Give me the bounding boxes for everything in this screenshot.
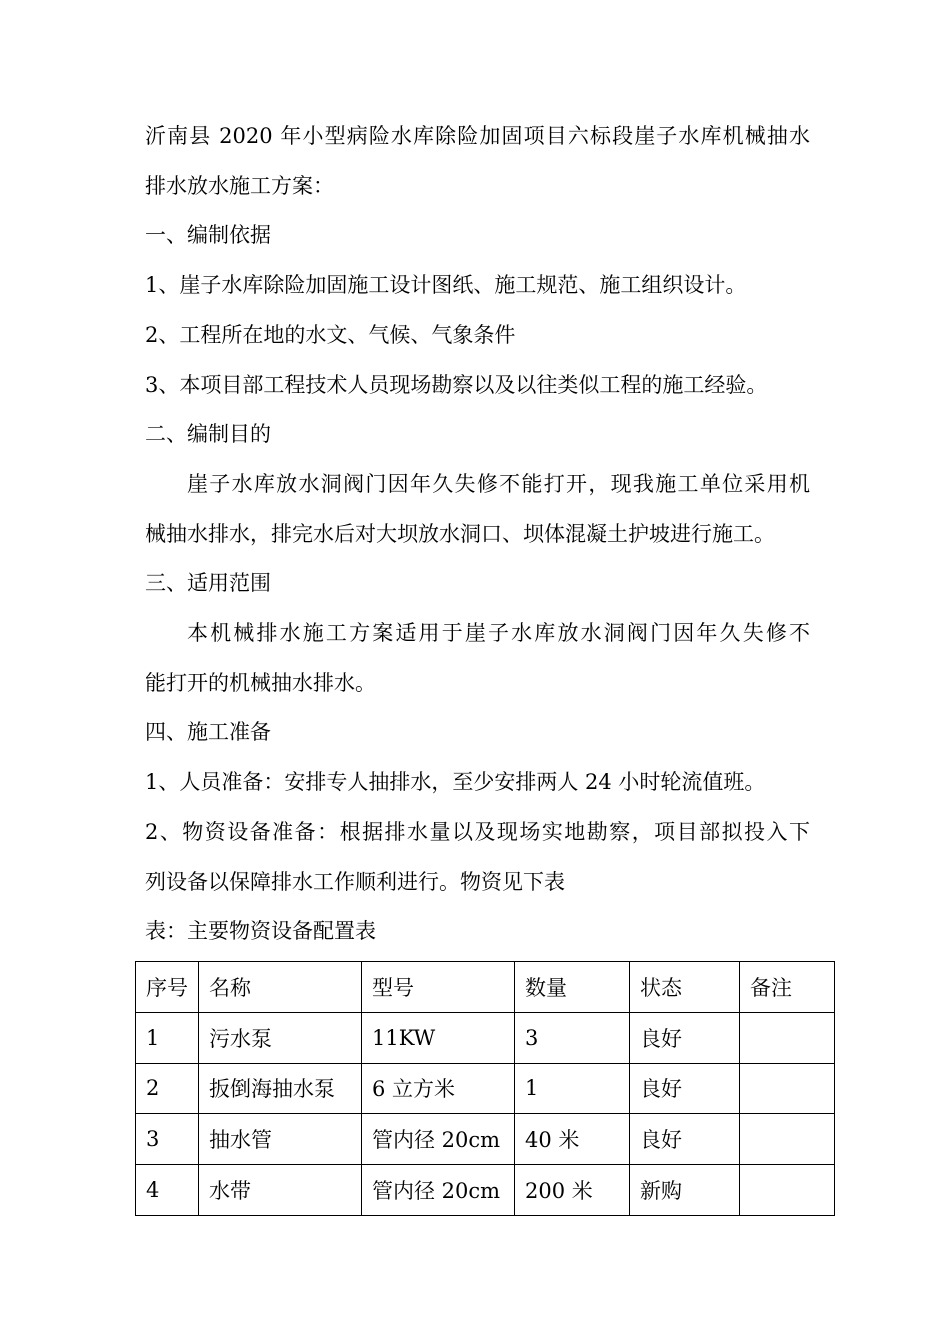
- basis-item-2: 2、工程所在地的水文、气候、气象条件: [145, 322, 516, 347]
- document-title-line-2: 排水放水施工方案：: [145, 173, 334, 198]
- table-cell: 4: [136, 1165, 199, 1216]
- table-cell: 水带: [199, 1165, 362, 1216]
- header-cell-index: 序号: [136, 962, 199, 1013]
- table-cell: 管内径 20cm: [362, 1165, 515, 1216]
- header-cell-name: 名称: [199, 962, 362, 1013]
- section-heading-scope: 三、适用范围: [145, 571, 271, 596]
- table-header-row: [136, 962, 835, 1013]
- table-cell: 良好: [630, 1063, 740, 1114]
- header-cell-model: 型号: [362, 962, 515, 1013]
- table-cell: 良好: [630, 1012, 740, 1063]
- table-row: [136, 1012, 835, 1063]
- table-cell: 良好: [630, 1114, 740, 1165]
- table-cell: [740, 1063, 835, 1114]
- header-cell-status: 状态: [630, 962, 740, 1013]
- header-cell-remarks: 备注: [740, 962, 835, 1013]
- purpose-paragraph-line-2: 械抽水排水，排完水后对大坝放水洞口、坝体混凝土护坡进行施工。: [145, 521, 775, 546]
- basis-item-1: 1、崖子水库除险加固施工设计图纸、施工规范、施工组织设计。: [145, 273, 747, 298]
- table-row: [136, 1063, 835, 1114]
- table-cell: 管内径 20cm: [362, 1114, 515, 1165]
- table-cell: 3: [136, 1114, 199, 1165]
- table-cell: 污水泵: [199, 1012, 362, 1063]
- scope-paragraph-line-2: 能打开的机械抽水排水。: [145, 670, 376, 695]
- scope-paragraph-line-1: 本机械排水施工方案适用于崖子水库放水洞阀门因年久失修不: [187, 621, 810, 646]
- header-cell-quantity: 数量: [515, 962, 630, 1013]
- preparation-item-2-line-2: 列设备以保障排水工作顺利进行。物资见下表: [145, 869, 565, 894]
- table-cell: 2: [136, 1063, 199, 1114]
- table-cell: [740, 1114, 835, 1165]
- table-cell: 200 米: [515, 1165, 630, 1216]
- table-row: [136, 1165, 835, 1216]
- preparation-item-1: 1、人员准备：安排专人抽排水，至少安排两人 24 小时轮流值班。: [145, 770, 766, 795]
- table-row: [136, 1114, 835, 1165]
- table-caption: 表：主要物资设备配置表: [145, 919, 376, 944]
- table-cell: 新购: [630, 1165, 740, 1216]
- table-cell: 扳倒海抽水泵: [199, 1063, 362, 1114]
- purpose-paragraph-line-1: 崖子水库放水洞阀门因年久失修不能打开，现我施工单位采用机: [187, 471, 810, 496]
- table-cell: [740, 1012, 835, 1063]
- document-title-line-1: 沂南县 2020 年小型病险水库除险加固项目六标段崖子水库机械抽水: [145, 124, 810, 148]
- table-cell: 6 立方米: [362, 1063, 515, 1114]
- section-heading-preparation: 四、施工准备: [145, 720, 271, 745]
- preparation-item-2-line-1: 2、物资设备准备：根据排水量以及现场实地勘察，项目部拟投入下: [145, 819, 810, 844]
- table-cell: [740, 1165, 835, 1216]
- section-heading-purpose: 二、编制目的: [145, 422, 271, 447]
- table-cell: 1: [515, 1063, 630, 1114]
- equipment-table: [135, 961, 835, 1216]
- table-cell: 抽水管: [199, 1114, 362, 1165]
- table-cell: 11KW: [362, 1012, 515, 1063]
- table-cell: 1: [136, 1012, 199, 1063]
- document-body: [145, 112, 810, 957]
- basis-item-3: 3、本项目部工程技术人员现场勘察以及以往类似工程的施工经验。: [145, 372, 768, 397]
- section-heading-basis: 一、编制依据: [145, 223, 271, 248]
- table-cell: 3: [515, 1012, 630, 1063]
- table-cell: 40 米: [515, 1114, 630, 1165]
